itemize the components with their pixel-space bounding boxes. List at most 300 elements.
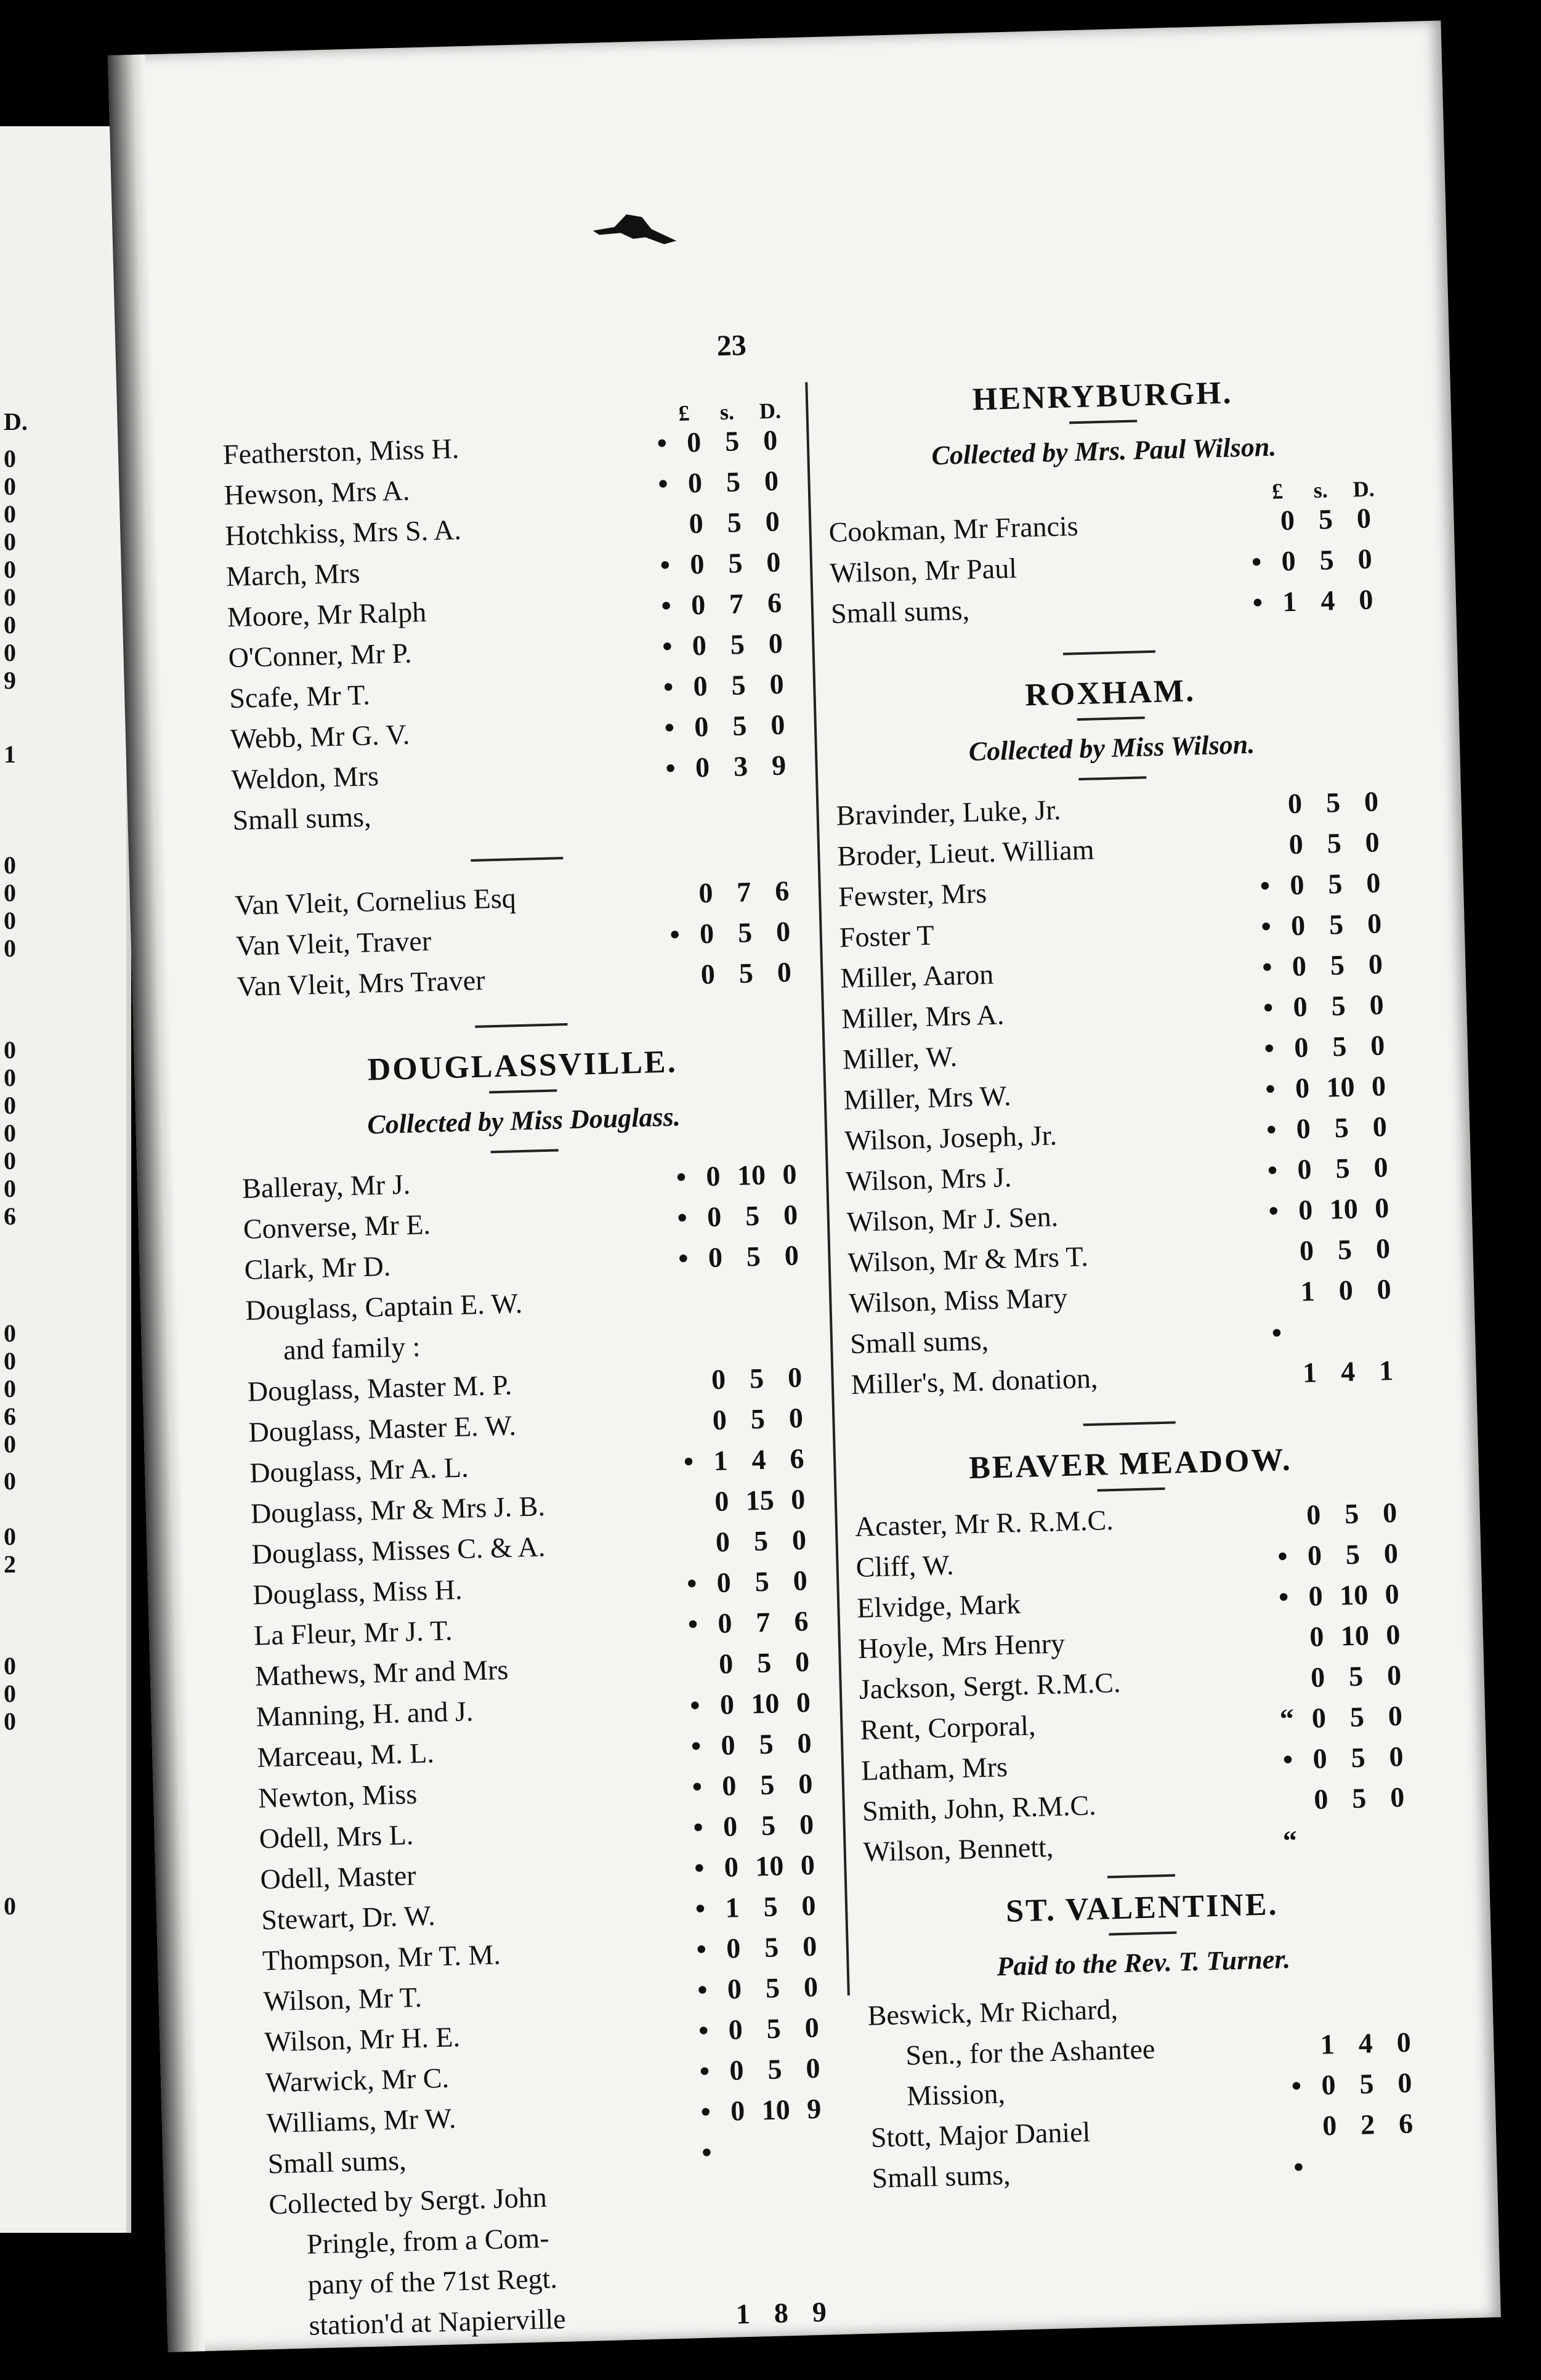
- amount-shillings: 5: [745, 1199, 760, 1232]
- amount-pounds: 0: [721, 1770, 737, 1802]
- subscriber-name: Wilson, Mr H. E.: [264, 2021, 461, 2058]
- shillings-header: s.: [719, 399, 735, 425]
- amount-pounds: 0: [1288, 828, 1304, 860]
- amount-shillings: 5: [1350, 1741, 1366, 1774]
- amount-shillings: 5: [1345, 1538, 1361, 1571]
- margin-figure: 0: [4, 528, 16, 556]
- subscriber-name: Bravinder, Luke, Jr.: [836, 793, 1062, 832]
- amount-pence: [774, 1305, 812, 1306]
- subscriber-name: Moore, Mr Ralph: [227, 596, 427, 633]
- amount-pence: [798, 2240, 836, 2241]
- amount-pence: 0: [1373, 1151, 1389, 1183]
- margin-figure: 0: [4, 1467, 16, 1495]
- amount-shillings: 5: [1318, 503, 1333, 535]
- amount-pence: [799, 2280, 838, 2281]
- margin-figure: 0: [4, 851, 16, 879]
- subscriber-name: Van Vleit, Cornelius Esq: [234, 882, 517, 921]
- amount-shillings: 5: [756, 1646, 772, 1679]
- amount-shillings: 5: [1359, 2068, 1375, 2100]
- subscriber-name: Jackson, Sergt. R.M.C.: [859, 1666, 1122, 1705]
- amount-pence: [1366, 1339, 1404, 1340]
- amount-pounds: 0: [698, 876, 714, 909]
- leader-mark: •: [1278, 1581, 1289, 1613]
- amount-shillings: 5: [730, 628, 745, 660]
- amount-pence: [798, 2199, 836, 2200]
- subscriber-name: and family :: [283, 1330, 421, 1366]
- amount-shillings: [1346, 2012, 1384, 2013]
- leader-mark: •: [683, 1445, 694, 1478]
- section-title-henryburgh: HENRYBURGH.: [972, 375, 1234, 418]
- title-rule: [1097, 1488, 1165, 1492]
- amount-pence: 0: [805, 2052, 821, 2084]
- amount-pounds: 0: [1287, 787, 1303, 820]
- leader-mark: •: [657, 467, 669, 500]
- amount-shillings: [1341, 1848, 1380, 1849]
- leader-mark: •: [701, 2136, 713, 2168]
- subscriber-name: Wilson, Bennett,: [863, 1831, 1054, 1868]
- amount-pounds: [698, 1348, 737, 1349]
- margin-figure: 9: [4, 666, 16, 694]
- amount-pounds: 0: [1292, 950, 1307, 982]
- section-rule: [475, 1023, 567, 1028]
- amount-pence: [1380, 1847, 1418, 1848]
- section-rule: [1063, 650, 1155, 655]
- amount-shillings: 5: [727, 547, 743, 579]
- amount-pounds: 0: [705, 1160, 721, 1192]
- margin-figure: 0: [4, 1147, 16, 1175]
- margin-figure: 1: [4, 740, 16, 768]
- leader-mark: •: [1264, 1032, 1275, 1064]
- previous-page-edge: [0, 126, 131, 2233]
- margin-figure: 0: [4, 934, 16, 962]
- amount-pence: 0: [796, 1727, 812, 1759]
- amount-shillings: 5: [1344, 1497, 1359, 1530]
- subscriber-name: Douglass, Master E. W.: [248, 1409, 517, 1448]
- subscriber-name: Smith, John, R.M.C.: [862, 1789, 1097, 1827]
- subscriber-name: Wilson, Mr J. Sen.: [846, 1200, 1059, 1238]
- title-rule: [489, 1089, 557, 1093]
- leader-mark: •: [695, 1892, 706, 1925]
- amount-pence: 0: [765, 505, 780, 538]
- amount-pence: 0: [777, 956, 792, 989]
- section-rule: [471, 857, 563, 862]
- amount-pence: 0: [793, 1564, 808, 1597]
- leader-mark: [673, 1349, 698, 1350]
- amount-shillings: 5: [759, 1768, 775, 1801]
- amount-shillings: 5: [726, 466, 741, 498]
- subscriber-name: Pringle, from a Com-: [306, 2222, 550, 2260]
- leader-mark: •: [1261, 951, 1273, 983]
- amount-pounds: 0: [716, 1566, 732, 1598]
- amount-shillings: 4: [1358, 2027, 1373, 2059]
- amount-pence: 0: [790, 1483, 806, 1515]
- amount-pence: 0: [769, 668, 785, 700]
- amount-pence: 0: [1375, 1232, 1391, 1265]
- leader-mark: •: [1271, 1316, 1282, 1349]
- margin-figure: 6: [4, 1402, 16, 1430]
- subscriber-name: Wilson, Miss Mary: [848, 1281, 1068, 1319]
- amount-pence: 0: [800, 1848, 815, 1881]
- amount-pence: 0: [1364, 826, 1380, 858]
- amount-shillings: 4: [1320, 585, 1336, 617]
- leader-mark: •: [698, 2014, 709, 2046]
- ink-blot-mark: [589, 207, 683, 253]
- leader-mark: [1273, 1687, 1299, 1688]
- amount-pounds: 0: [692, 670, 708, 702]
- amount-shillings: 5: [1337, 1233, 1353, 1266]
- pounds-header: £: [678, 400, 690, 426]
- subscriber-name: Wilson, Mrs J.: [845, 1161, 1012, 1197]
- amount-pounds: 0: [689, 507, 704, 540]
- pence-header: D.: [1353, 476, 1375, 502]
- amount-shillings: 5: [758, 1728, 774, 1760]
- amount-pence: 0: [796, 1686, 811, 1718]
- margin-figure: 0: [4, 1707, 16, 1735]
- amount-pounds: 0: [1312, 1742, 1328, 1775]
- amount-pounds: 0: [715, 1526, 730, 1558]
- leader-mark: [672, 1308, 698, 1309]
- margin-figure: D.: [4, 408, 28, 435]
- amount-shillings: 7: [729, 588, 744, 620]
- amount-pounds: 1: [735, 2297, 751, 2330]
- amount-shillings: 10: [1340, 1619, 1370, 1652]
- margin-figure: 0: [4, 1319, 16, 1347]
- margin-figure: 2: [4, 1550, 16, 1578]
- margin-figure: 6: [4, 1202, 16, 1230]
- title-rule: [491, 1149, 559, 1153]
- amount-shillings: 3: [733, 750, 748, 782]
- subscriber-name: Wilson, Mr & Mrs T.: [847, 1241, 1089, 1279]
- subscriber-list-st-valentine: [867, 1985, 1426, 2202]
- amount-shillings: 5: [1325, 787, 1341, 819]
- amount-pounds: 0: [1295, 1072, 1310, 1104]
- amount-shillings: 15: [745, 1484, 775, 1516]
- margin-figure: 0: [4, 1523, 16, 1550]
- amount-pounds: 0: [724, 1851, 739, 1883]
- subscriber-name: Scafe, Mr T.: [229, 679, 371, 714]
- amount-pounds: 0: [719, 1688, 735, 1720]
- amount-pounds: 0: [1280, 544, 1296, 577]
- amount-pounds: 0: [729, 2054, 745, 2086]
- title-rule: [1078, 776, 1146, 780]
- amount-pence: 0: [1384, 1577, 1400, 1610]
- leader-mark: •: [660, 549, 671, 581]
- subscriber-name: Stewart, Dr. W.: [261, 1900, 436, 1936]
- subscriber-name: Weldon, Mrs: [231, 759, 379, 796]
- amount-pence: 0: [1382, 1497, 1397, 1529]
- amount-pence: 0: [802, 1930, 817, 1962]
- amount-shillings: 5: [753, 1524, 769, 1557]
- leader-mark: •: [657, 427, 668, 459]
- subscriber-name: pany of the 71st Regt.: [307, 2262, 558, 2301]
- amount-pence: 6: [767, 586, 782, 619]
- amount-pounds: 0: [1299, 1234, 1314, 1267]
- shillings-header: s.: [1313, 477, 1329, 503]
- subscriber-name: Douglass, Misses C. & A.: [251, 1531, 546, 1570]
- collector-st-valentine: Paid to the Rev. T. Turner.: [996, 1943, 1291, 1982]
- leader-mark: •: [1260, 910, 1272, 942]
- leader-mark: •: [694, 1852, 705, 1884]
- leader-mark: •: [665, 752, 676, 784]
- amount-pounds: 0: [708, 1241, 723, 1274]
- amount-pounds: 0: [1309, 1621, 1325, 1653]
- amount-pounds: 0: [687, 466, 703, 499]
- collector-roxham: Collected by Miss Wilson.: [968, 729, 1255, 767]
- amount-pence: 0: [1388, 1740, 1404, 1773]
- amount-pence: 0: [1367, 907, 1382, 939]
- margin-figure: 0: [4, 1064, 16, 1091]
- amount-shillings: 8: [774, 2297, 789, 2329]
- amount-shillings: 5: [1335, 1152, 1351, 1184]
- amount-shillings: 5: [754, 1565, 770, 1598]
- subscriber-name: Van Vleit, Traver: [235, 925, 432, 962]
- leader-mark: •: [686, 1567, 697, 1600]
- amount-shillings: 10: [1329, 1192, 1359, 1225]
- leader-mark: •: [696, 1933, 707, 1965]
- subscriber-name: Small sums,: [830, 594, 970, 629]
- margin-figure: 0: [4, 1036, 16, 1064]
- amount-shillings: 5: [746, 1240, 761, 1273]
- amount-shillings: 5: [1332, 1030, 1347, 1062]
- amount-pence: 0: [1397, 2066, 1413, 2099]
- subscriber-name: Cliff, W.: [855, 1548, 955, 1584]
- amount-pence: 0: [795, 1646, 810, 1678]
- amount-pounds: 0: [699, 917, 714, 950]
- amount-shillings: 5: [767, 2053, 783, 2086]
- amount-pence: 0: [1364, 785, 1379, 818]
- amount-pence: 0: [1358, 583, 1373, 616]
- margin-figure: 0: [4, 445, 16, 472]
- amount-shillings: 5: [1349, 1701, 1365, 1733]
- amount-pounds: [1303, 1849, 1341, 1850]
- margin-figure: 0: [4, 1119, 16, 1147]
- leader-mark: •: [699, 2055, 710, 2087]
- leader-mark: •: [1251, 546, 1262, 578]
- amount-pounds: 0: [1306, 1499, 1321, 1531]
- amount-pounds: 0: [689, 548, 705, 580]
- margin-figure: 0: [4, 1680, 16, 1707]
- subscriber-name: Newton, Miss: [257, 1778, 418, 1814]
- amount-pence: 0: [1389, 1781, 1405, 1813]
- pounds-header: £: [1271, 479, 1284, 504]
- amount-pounds: [723, 2282, 761, 2283]
- amount-shillings: 10: [761, 2094, 791, 2126]
- amount-shillings: [1350, 2174, 1388, 2176]
- amount-pence: 0: [801, 1889, 817, 1922]
- amount-pence: 0: [783, 1199, 798, 1231]
- collector-douglassville: Collected by Miss Douglass.: [366, 1101, 681, 1140]
- amount-pounds: 0: [686, 426, 702, 458]
- amount-shillings: 5: [738, 957, 754, 989]
- amount-shillings: 5: [730, 669, 746, 701]
- amount-pence: 0: [775, 915, 791, 948]
- leader-mark: [697, 2283, 723, 2284]
- amount-shillings: 7: [736, 876, 752, 908]
- subscriber-name: Odell, Mrs L.: [259, 1819, 414, 1855]
- subscriber-name: Mission,: [906, 2078, 1006, 2112]
- leader-mark: •: [1252, 586, 1263, 618]
- amount-shillings: [736, 1306, 774, 1307]
- amount-pounds: 0: [1311, 1702, 1327, 1734]
- subscriber-name: Hewson, Mrs A.: [224, 474, 410, 511]
- amount-shillings: 5: [764, 1931, 779, 1964]
- margin-figure: 0: [4, 1091, 16, 1119]
- subscriber-name: Rent, Corporal,: [859, 1709, 1037, 1746]
- leader-mark: •: [1263, 992, 1274, 1024]
- leader-mark: •: [1291, 2070, 1302, 2102]
- amount-pounds: 0: [711, 1363, 726, 1396]
- subscriber-name: Miller, Mrs A.: [841, 998, 1005, 1035]
- subscriber-name: station'd at Napierville: [308, 2302, 567, 2341]
- amount-pence: 0: [1357, 543, 1373, 575]
- amount-shillings: 5: [1334, 1111, 1349, 1144]
- amount-shillings: 5: [766, 2012, 782, 2045]
- subscriber-name: Fewster, Mrs: [838, 877, 987, 913]
- subscriber-name: La Fleur, Mr J. T.: [253, 1614, 453, 1651]
- subscriber-name: Warwick, Mr C.: [265, 2062, 450, 2099]
- amount-pence: 0: [1388, 1699, 1403, 1732]
- leader-mark: [661, 903, 687, 904]
- amount-shillings: 4: [751, 1443, 767, 1476]
- margin-figure: 0: [4, 1430, 16, 1458]
- amount-pounds: 0: [692, 629, 707, 662]
- amount-pounds: [698, 1307, 736, 1308]
- amount-shillings: 5: [1330, 949, 1345, 981]
- subscriber-name: Hoyle, Mrs Henry: [857, 1627, 1066, 1664]
- leader-mark: •: [1267, 1154, 1278, 1186]
- subscriber-name: Broder, Lieut. William: [836, 833, 1095, 872]
- margin-figure: 0: [4, 583, 16, 611]
- amount-shillings: 5: [1329, 908, 1344, 941]
- subscriber-name: Stott, Major Daniel: [870, 2116, 1091, 2153]
- leader-mark: •: [690, 1730, 702, 1762]
- leader-mark: •: [1293, 2151, 1304, 2183]
- margin-figure: 0: [4, 907, 16, 934]
- amount-pounds: 0: [718, 1648, 734, 1680]
- amount-pence: 0: [1385, 1618, 1401, 1651]
- leader-mark: •: [663, 671, 674, 703]
- amount-pounds: 0: [717, 1607, 733, 1639]
- amount-pence: 0: [764, 464, 779, 497]
- subscriber-name: Acaster, Mr R. R.M.C.: [854, 1504, 1114, 1543]
- amount-pounds: [685, 817, 723, 818]
- amount-shillings: [758, 2159, 796, 2161]
- amount-pence: 0: [1376, 1273, 1392, 1305]
- amount-shillings: 10: [754, 1850, 784, 1882]
- amount-pounds: 0: [1292, 990, 1308, 1023]
- subscriber-name: Hotchkiss, Mrs S. A.: [224, 514, 462, 552]
- amount-pence: 0: [784, 1239, 799, 1271]
- amount-shillings: [723, 816, 761, 817]
- subscriber-list-roxham: [836, 785, 1406, 1409]
- section-title-roxham: ROXHAM.: [1024, 673, 1196, 713]
- amount-pence: [1388, 2173, 1426, 2174]
- page-number: 23: [716, 329, 747, 363]
- margin-figure: 0: [4, 472, 16, 500]
- leader-mark: [1252, 854, 1277, 855]
- page-23: [108, 20, 1501, 2352]
- leader-mark: •: [661, 630, 673, 662]
- subscriber-name: Wilson, Mr Paul: [829, 552, 1017, 589]
- leader-mark: [1276, 1809, 1302, 1810]
- amount-shillings: [760, 2241, 798, 2242]
- title-rule: [1107, 1874, 1175, 1879]
- subscriber-name: Small sums,: [232, 801, 372, 836]
- leader-mark: [659, 818, 685, 819]
- subscriber-name: Small sums,: [267, 2144, 407, 2180]
- amount-pounds: [721, 2201, 759, 2203]
- amount-pounds: 0: [1289, 868, 1305, 901]
- subscriber-name: Miller's, M. donation,: [851, 1362, 1098, 1401]
- amount-shillings: 10: [1339, 1579, 1369, 1611]
- section-title-beaver-meadow: BEAVER MEADOW.: [968, 1442, 1293, 1486]
- amount-pounds: 0: [730, 2095, 745, 2127]
- amount-pounds: 0: [726, 1932, 741, 1964]
- amount-pounds: 0: [700, 958, 716, 990]
- amount-pence: 0: [803, 1970, 819, 2003]
- leader-mark: •: [669, 918, 681, 950]
- leader-mark: “: [1279, 1702, 1295, 1735]
- amount-pence: 0: [1368, 948, 1383, 980]
- amount-pence: 0: [1369, 989, 1385, 1021]
- amount-pence: 0: [1372, 1111, 1388, 1143]
- margin-figure: 0: [4, 1652, 16, 1680]
- amount-pounds: 0: [1308, 1580, 1324, 1612]
- amount-pence: [761, 815, 799, 816]
- subscriber-name: Manning, H. and J.: [256, 1695, 474, 1733]
- amount-pence: 9: [771, 749, 787, 782]
- leader-mark: [1265, 1382, 1291, 1383]
- amount-pence: 6: [1398, 2107, 1414, 2140]
- subscriber-name: March, Mrs: [225, 557, 360, 593]
- subscriber-name: Converse, Mr E.: [243, 1208, 431, 1245]
- amount-pounds: 1: [1300, 1275, 1316, 1307]
- amount-shillings: 10: [750, 1687, 780, 1720]
- title-rule: [1109, 1932, 1176, 1936]
- amount-shillings: 5: [765, 1972, 780, 2004]
- leader-mark: •: [697, 1973, 708, 2006]
- amount-pence: 9: [806, 2092, 822, 2125]
- amount-pence: 0: [1374, 1192, 1389, 1224]
- leader-mark: [1243, 530, 1269, 531]
- amount-pence: 6: [789, 1443, 805, 1475]
- leader-mark: •: [677, 1242, 689, 1274]
- subscriber-name: Williams, Mr W.: [266, 2102, 456, 2139]
- margin-figure: 0: [4, 639, 16, 666]
- leader-mark: •: [1282, 1743, 1293, 1775]
- amount-shillings: 5: [749, 1362, 764, 1394]
- amount-pence: 0: [766, 546, 782, 578]
- leader-mark: [1272, 1646, 1298, 1647]
- amount-pounds: [1290, 1341, 1328, 1342]
- amount-shillings: 5: [1351, 1782, 1367, 1815]
- amount-pounds: 0: [1322, 2109, 1337, 2142]
- amount-pounds: 0: [1298, 1194, 1313, 1226]
- amount-pence: 0: [762, 424, 778, 456]
- amount-pounds: 0: [1296, 1112, 1311, 1145]
- subscriber-name: Odell, Master: [259, 1859, 417, 1895]
- amount-pounds: 0: [1296, 1153, 1312, 1186]
- amount-pence: 0: [782, 1158, 798, 1190]
- amount-pence: 0: [1365, 867, 1381, 899]
- amount-shillings: [761, 2281, 799, 2283]
- title-rule: [1069, 419, 1137, 424]
- subscriber-name: Featherston, Miss H.: [222, 432, 459, 471]
- leader-mark: [698, 2324, 724, 2325]
- subscriber-name: Small sums,: [849, 1324, 989, 1360]
- leader-mark: •: [660, 589, 672, 621]
- leader-mark: •: [1268, 1194, 1279, 1227]
